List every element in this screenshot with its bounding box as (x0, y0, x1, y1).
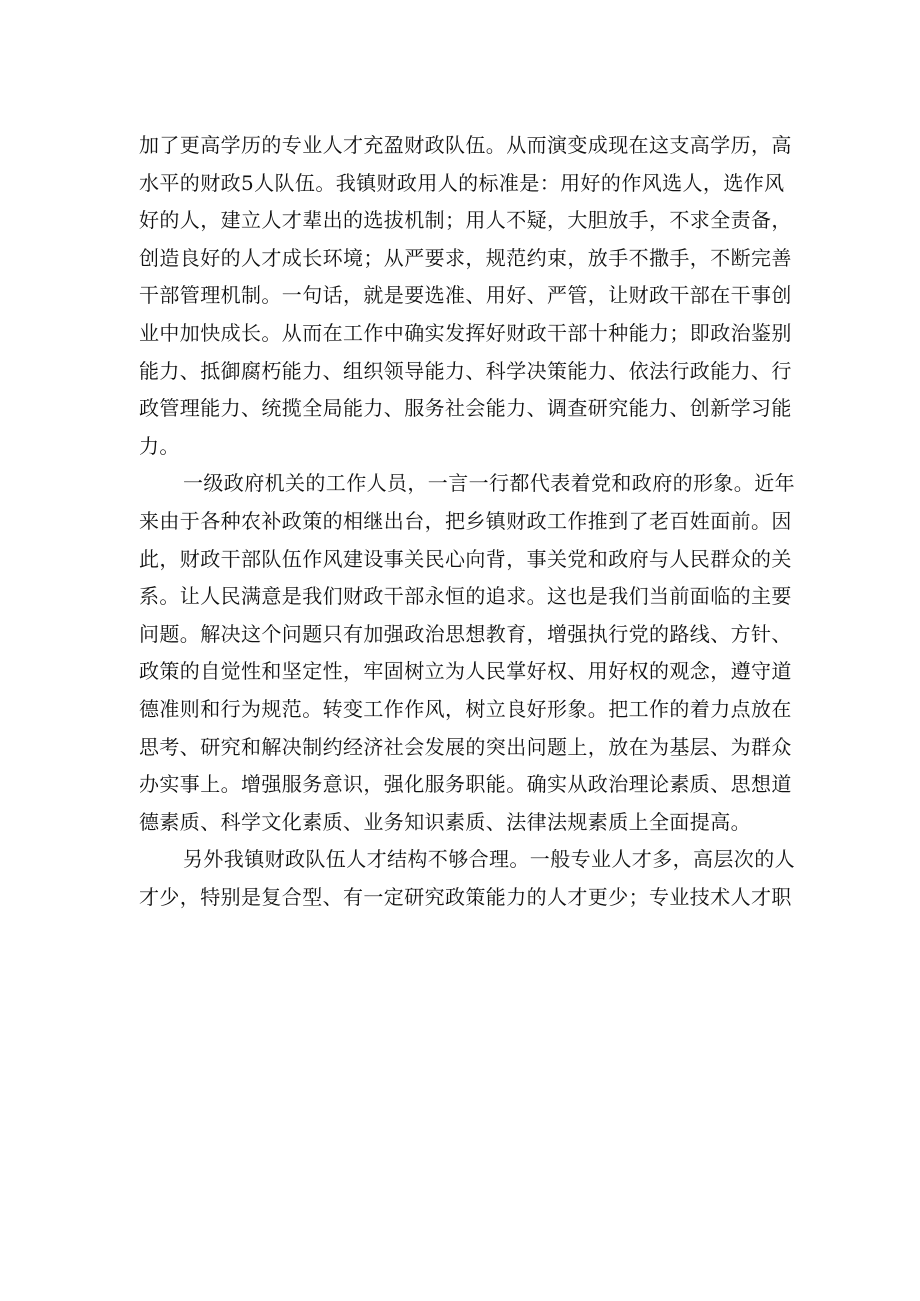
paragraph-line: 能力、抵御腐朽能力、组织领导能力、科学决策能力、依法行政能力、行 (139, 358, 792, 383)
paragraph-line: 德素质、科学文化素质、业务知识素质、法律法规素质上全面提高。 (139, 809, 751, 834)
paragraph-line: 问题。解决这个问题只有加强政治思想教育，增强执行党的路线、方针、 (139, 621, 792, 646)
paragraph-line: 另外我镇财政队伍人才结构不够合理。一般专业人才多，高层次的人 (183, 847, 795, 872)
paragraph-line: 政管理能力、统揽全局能力、服务社会能力、调查研究能力、创新学习能 (139, 396, 792, 421)
paragraph-3 (139, 841, 795, 916)
paragraph-line: 加了更高学历的专业人才充盈财政队伍。从而演变成现在这支高学历，高 (139, 133, 792, 157)
paragraph-line: 一级政府机关的工作人员，一言一行都代表着党和政府的形象。近年 (183, 471, 795, 496)
paragraph-line: 好的人，建立人才辈出的选拔机制；用人不疑，大胆放手，不求全责备， (139, 208, 792, 233)
paragraph-line: 政策的自觉性和坚定性，牢固树立为人民掌好权、用好权的观念，遵守道 (139, 659, 792, 684)
paragraph-line: 德准则和行为规范。转变工作作风，树立良好形象。把工作的着力点放在 (139, 696, 792, 721)
paragraph-line: 水平的财政5人队伍。我镇财政用人的标准是：用好的作风选人，选作风 (139, 170, 785, 195)
paragraph-line: 力。 (139, 433, 180, 458)
body-text (139, 127, 795, 916)
paragraph-line: 来由于各种农补政策的相继出台，把乡镇财政工作推到了老百姓面前。因 (139, 508, 792, 533)
paragraph-line: 干部管理机制。一句话，就是要选准、用好、严管，让财政干部在干事创 (139, 283, 792, 308)
paragraph-line: 此，财政干部队伍作风建设事关民心向背，事关党和政府与人民群众的关 (139, 546, 792, 571)
paragraph-line: 办实事上。增强服务意识，强化服务职能。确实从政治理论素质、思想道 (139, 772, 792, 797)
paragraph-2 (139, 465, 795, 841)
paragraph-line: 思考、研究和解决制约经济社会发展的突出问题上，放在为基层、为群众 (139, 734, 792, 759)
paragraph-1 (139, 127, 792, 465)
paragraph-line: 系。让人民满意是我们财政干部永恒的追求。这也是我们当前面临的主要 (139, 584, 792, 609)
paragraph-line: 才少，特别是复合型、有一定研究政策能力的人才更少；专业技术人才职 (139, 884, 792, 909)
paragraph-line: 业中加快成长。从而在工作中确实发挥好财政干部十种能力；即政治鉴别 (139, 320, 792, 345)
paragraph-line: 创造良好的人才成长环境；从严要求，规范约束，放手不撒手，不断完善 (139, 245, 792, 270)
